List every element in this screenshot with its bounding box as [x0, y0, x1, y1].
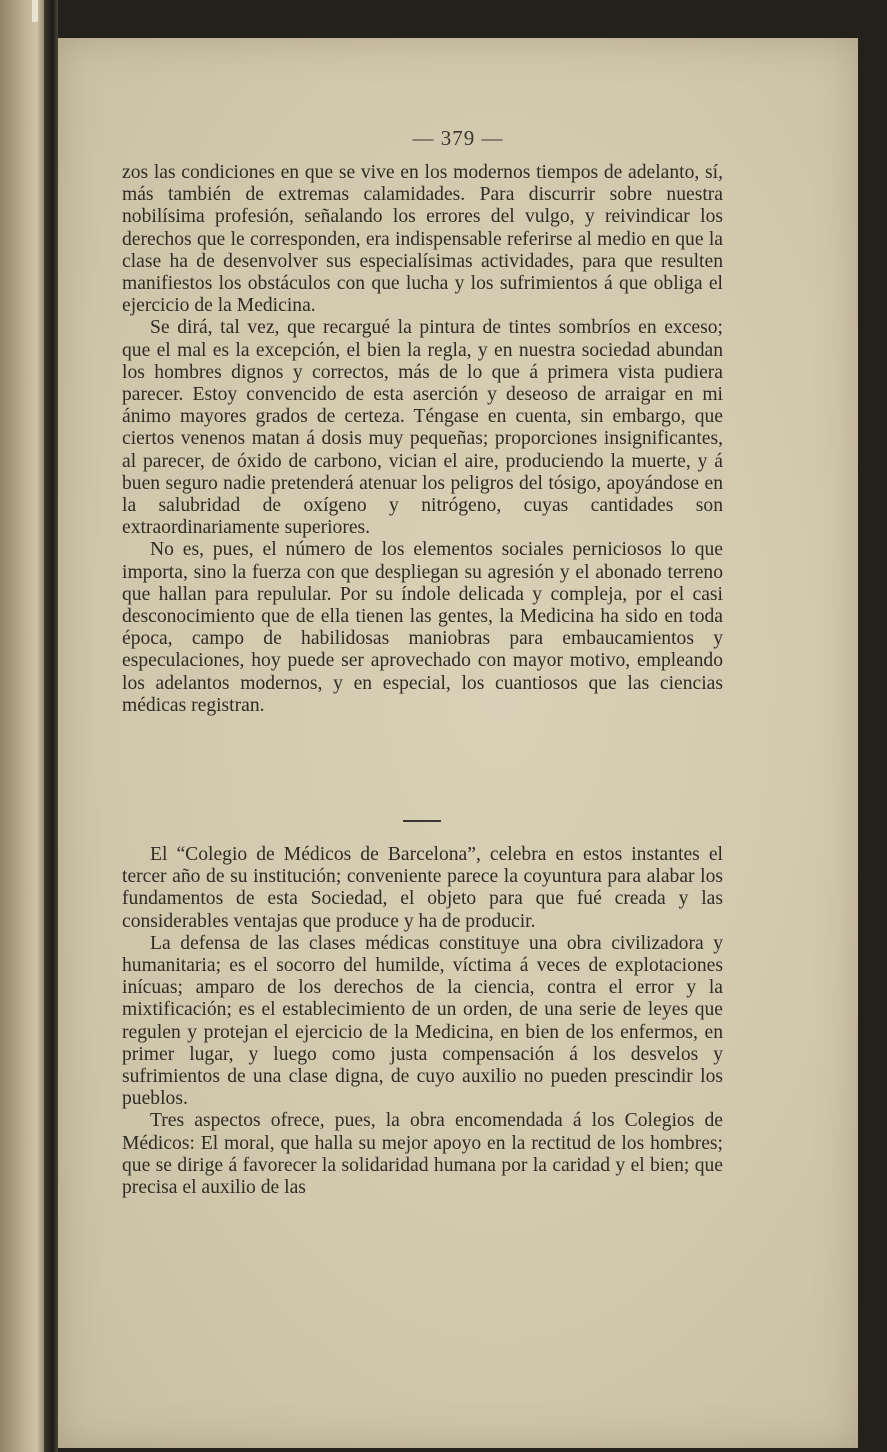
paragraph: zos las condiciones en que se vive en los modernos tiempos de adelanto, sí, más también de extremas calamidades. Para discurrir sobre nuestra nobilísima profesión, señalando los errores del vulgo, y reivindicar los derechos que le corresponden, era indispensable referirse al medio en que la clase ha de desenvolver sus especialísimas actividades, para que resulten manifiestos los obstáculos con que lucha y los sufrimientos á que obliga el ejercicio de la Medicina.	[122, 162, 723, 317]
text-block-a	[122, 162, 723, 717]
paragraph: El “Colegio de Médicos de Barcelona”, celebra en estos instantes el tercer año de su institución; conveniente parece la coyuntura para alabar los fundamentos de esta Sociedad, el objeto para que fué creada y las considerables ventajas que produce y ha de producir.	[122, 844, 723, 932]
text-block-b	[122, 844, 723, 1199]
section-separator	[403, 820, 441, 822]
book-page	[58, 38, 858, 1448]
corner-mark	[32, 0, 38, 22]
spine-gutter	[44, 0, 58, 1452]
paragraph: La defensa de las clases médicas constituye una obra civilizadora y humanitaria; es el socorro del humilde, víctima á veces de explotaciones inícuas; amparo de los derechos de la ciencia, contra el error y la mixtificación; es el establecimiento de un orden, de una serie de leyes que regulen y protejan el ejercicio de la Medicina, en bien de los enfermos, en primer lugar, y luego como justa compensación á los desvelos y sufrimientos de una clase digna, de cuyo auxilio no pueden prescindir los pueblos.	[122, 932, 723, 1110]
paragraph: Se dirá, tal vez, que recargué la pintura de tintes sombríos en exceso; que el mal es la excepción, el bien la regla, y en nuestra sociedad abundan los hombres dignos y correctos, más de lo que á primera vista pudiera parecer. Estoy convencido de esta aserción y deseoso de arraigar en mi ánimo mayores grados de certeza. Téngase en cuenta, sin embargo, que ciertos venenos matan á dosis muy pequeñas; proporciones insignificantes, al parecer, de óxido de carbono, vician el aire, produciendo la muerte, y á buen seguro nadie pretenderá atenuar los peligros del tósigo, apoyándose en la salubridad de oxígeno y nitrógeno, cuyas cantidades son extraordinariamente superiores.	[122, 317, 723, 539]
paragraph: Tres aspectos ofrece, pues, la obra encomendada á los Colegios de Médicos: El moral, que halla su mejor apoyo en la rectitud de los hombres; que se dirige á favorecer la solidaridad humana por la caridad y el bien; que precisa el auxilio de las	[122, 1110, 723, 1199]
page-number: — 379 —	[412, 126, 504, 150]
paragraph: No es, pues, el número de los elementos sociales perniciosos lo que importa, sino la fuerza con que despliegan su agresión y el abonado terreno que hallan para repulular. Por su índole delicada y compleja, por el casi desconocimiento que de ella tienen las gentes, la Medicina ha sido en toda época, campo de habilidosas maniobras para embaucamientos y especulaciones, hoy puede ser aprovechado con mayor motivo, empleando los adelantos modernos, y en especial, los cuantiosos que las ciencias médicas registran.	[122, 539, 723, 716]
